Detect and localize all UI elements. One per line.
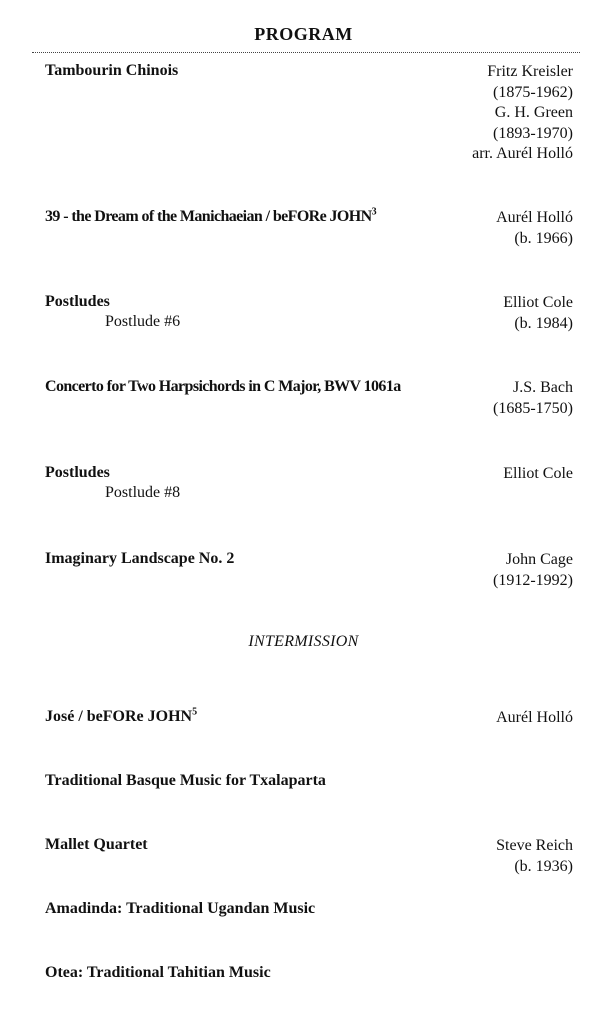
composer-line: (1893-1970) xyxy=(493,124,573,142)
composer-line: Aurél Holló xyxy=(496,209,573,226)
intermission-label: INTERMISSION xyxy=(248,633,359,650)
piece-title: José / beFORe JOHN$^5$ xyxy=(45,706,198,725)
program-entry xyxy=(45,772,573,802)
composer-line: Aurél Holló xyxy=(496,709,573,726)
movement-subtitle: Postlude #8 xyxy=(105,484,181,501)
composer-info xyxy=(472,62,573,165)
program-entry xyxy=(45,900,573,930)
composer-line: (b. 1936) xyxy=(514,857,573,875)
piece-title: Imaginary Landscape No. 2 xyxy=(45,550,235,567)
composer-info xyxy=(503,464,573,485)
composer-line: Elliot Cole xyxy=(503,465,573,482)
composer-line: G. H. Green xyxy=(494,104,573,121)
program-entry xyxy=(45,836,573,886)
program-entry xyxy=(45,62,573,172)
program-entry xyxy=(45,293,573,343)
composer-line: (1685-1750) xyxy=(493,399,573,417)
program-entry xyxy=(45,464,573,514)
composer-line: (1875-1962) xyxy=(493,83,573,101)
composer-info xyxy=(496,708,573,729)
program-entry xyxy=(45,208,573,258)
composer-line: Elliot Cole xyxy=(503,294,573,311)
composer-info xyxy=(503,293,573,334)
piece-title: Mallet Quartet xyxy=(45,836,148,853)
footnote-marker: 5 xyxy=(192,706,198,718)
piece-title: Amadinda: Traditional Ugandan Music xyxy=(45,900,316,917)
composer-line: Fritz Kreisler xyxy=(487,63,573,80)
page-title: PROGRAM xyxy=(254,24,353,44)
composer-line: (b. 1984) xyxy=(514,314,573,332)
program-entry xyxy=(45,550,573,600)
composer-line: John Cage xyxy=(505,551,573,568)
program-entry xyxy=(45,708,573,738)
piece-title: Otea: Traditional Tahitian Music xyxy=(45,964,271,981)
program-entry xyxy=(45,964,573,994)
movement-subtitle: Postlude #6 xyxy=(105,313,181,330)
piece-title: Traditional Basque Music for Txalaparta xyxy=(45,772,326,789)
dotted-divider xyxy=(32,52,580,53)
composer-info xyxy=(493,550,573,591)
program-entry xyxy=(45,378,573,428)
piece-title: Postludes xyxy=(45,464,110,481)
footnote-marker: 3 xyxy=(371,206,376,218)
composer-line: (b. 1966) xyxy=(514,229,573,247)
composer-line: (1912-1992) xyxy=(493,571,573,589)
composer-info xyxy=(496,836,573,877)
composer-info xyxy=(496,208,573,249)
piece-title: Concerto for Two Harpsichords in C Major, BWV 1061a xyxy=(45,378,401,395)
composer-info xyxy=(493,378,573,419)
piece-title: Postludes xyxy=(45,293,110,310)
composer-line: J.S. Bach xyxy=(513,379,573,396)
composer-line: Steve Reich xyxy=(496,837,573,854)
piece-title: Tambourin Chinois xyxy=(45,62,179,79)
piece-title: 39 - the Dream of the Manichaeian / beFORe JOHN$^3$ xyxy=(45,206,376,225)
composer-line: arr. Aurél Holló xyxy=(472,145,573,162)
